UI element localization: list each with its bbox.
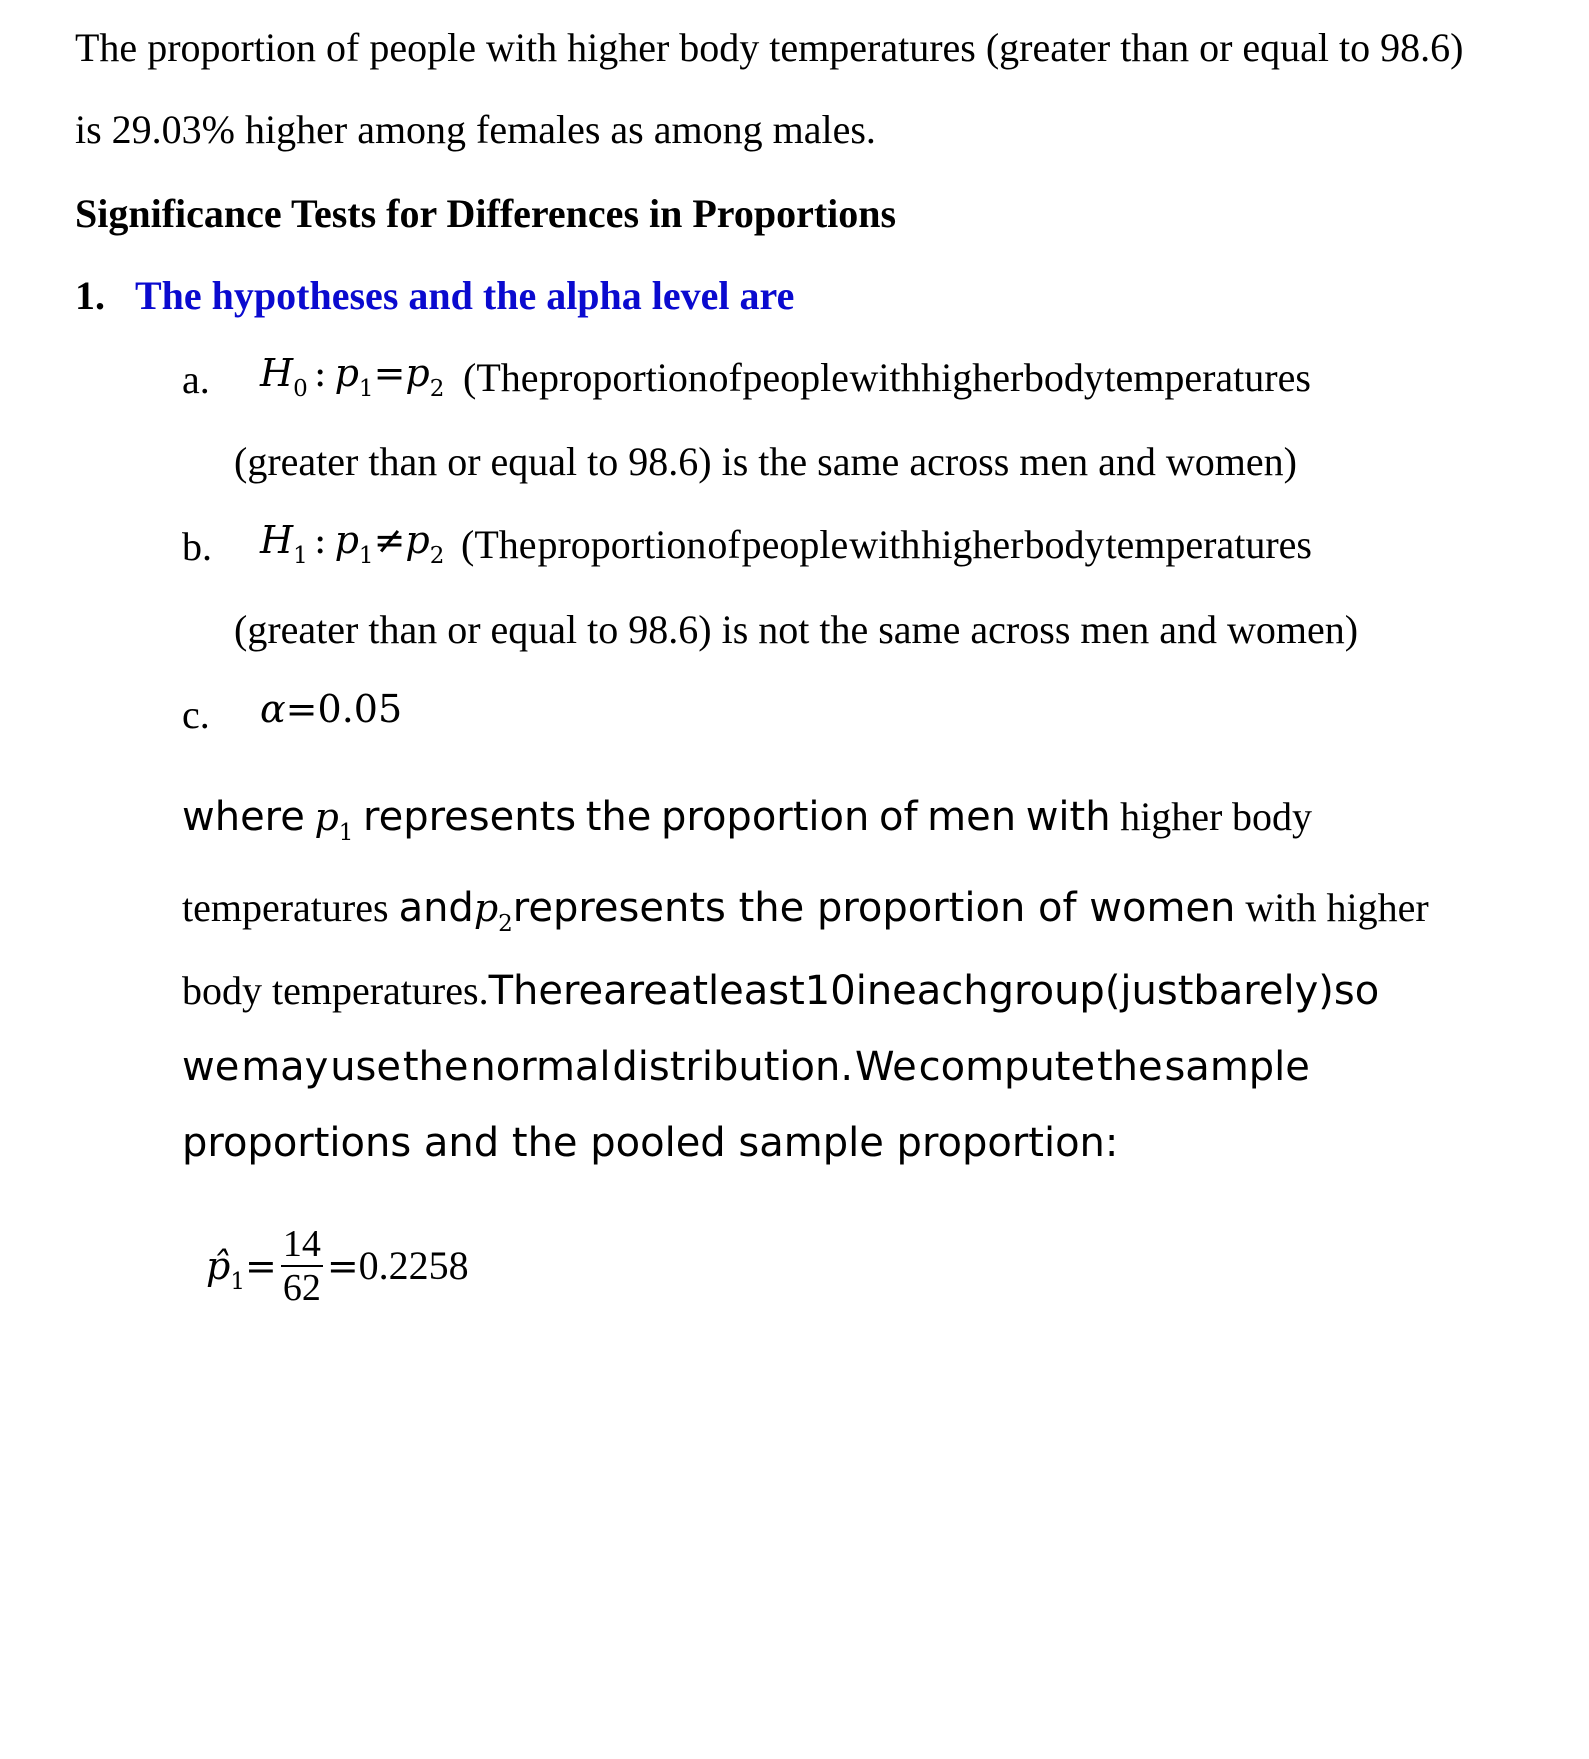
word: (The [463, 355, 539, 400]
hypothesis-a-text-line-2: (greater than or equal to 98.6) is the same across men and women) [234, 439, 1297, 484]
word: in [855, 968, 893, 1014]
word: represents [363, 794, 577, 840]
word: of [878, 794, 918, 840]
line-2-start [182, 885, 474, 931]
text: with higher [1245, 885, 1429, 930]
word: group [988, 968, 1105, 1014]
p1-inline [314, 795, 354, 846]
word: temperatures [1105, 522, 1312, 567]
word: may [241, 1044, 329, 1090]
word: temperatures [182, 885, 389, 930]
word: with [1025, 794, 1111, 840]
p2-inline [473, 886, 513, 937]
p1-subscript: 1 [358, 543, 374, 569]
word: (The [461, 522, 537, 567]
hypothesis-a-label: a. [182, 357, 210, 402]
p-symbol: p [314, 795, 339, 839]
p1-symbol: p [334, 518, 359, 562]
word: normal [470, 1044, 611, 1090]
word: higher [921, 355, 1024, 400]
word: body [1023, 355, 1104, 400]
where-line-2 [182, 885, 1429, 937]
word: we [182, 1044, 240, 1090]
h-symbol: H [260, 518, 294, 562]
p1-subscript: 1 [358, 376, 374, 402]
text: body temperatures. [182, 968, 489, 1013]
step-1-heading [75, 272, 794, 319]
alpha-symbol: α [260, 687, 286, 731]
word: where [182, 794, 305, 840]
step-title: The hypotheses and the alpha level are [135, 273, 795, 318]
word: higher [921, 522, 1024, 567]
line-2-end [512, 885, 1429, 931]
hypothesis-b-text-line-1 [461, 522, 1312, 567]
hypothesis-a-text-line-1 [463, 355, 1311, 400]
alpha-formula [260, 687, 403, 731]
word: with [849, 355, 921, 400]
section-heading: Significance Tests for Differences in Proportions [75, 191, 897, 236]
where-line-5: proportions and the pooled sample proportion: [182, 1120, 1119, 1166]
p2-subscript: 2 [429, 543, 445, 569]
sample-proportion-equation [206, 1225, 469, 1307]
word: higher [1120, 794, 1223, 839]
word: people [741, 522, 849, 567]
p-hat-symbol: p̂ [206, 1244, 231, 1288]
where-line-4 [182, 1044, 1310, 1090]
colon: : [313, 351, 327, 395]
hypothesis-b-text-line-2: (greater than or equal to 98.6) is not the same across men and women) [234, 607, 1359, 652]
word: barely) [1193, 968, 1334, 1014]
word: least [708, 968, 805, 1014]
h-subscript: 1 [293, 543, 308, 569]
intro-line-1: The proportion of people with higher body temperatures (greater than or equal to 98.6) [75, 25, 1464, 70]
word: sample [1164, 1044, 1310, 1090]
relation: ≠ [373, 518, 406, 562]
h-symbol: H [260, 351, 294, 395]
word: temperatures [1104, 355, 1311, 400]
word: 10 [804, 968, 856, 1014]
p2-symbol: p [405, 351, 430, 395]
p1-symbol: p [334, 351, 359, 395]
where-line-1 [182, 794, 1312, 846]
word: the [1096, 1044, 1163, 1090]
word: are [603, 968, 668, 1014]
alternative-hypothesis-formula [260, 518, 445, 569]
word: each [892, 968, 989, 1014]
word: body [1024, 522, 1105, 567]
word: body [1231, 794, 1312, 839]
equals: = [244, 1244, 277, 1288]
numerator: 14 [282, 1223, 321, 1265]
word: at [667, 968, 709, 1014]
word: with [849, 522, 921, 567]
p-symbol: p [473, 886, 499, 930]
p-subscript: 2 [498, 911, 513, 937]
p2-symbol: p [405, 518, 430, 562]
intro-line-2: is 29.03% higher among females as among males. [75, 107, 876, 152]
word: the [402, 1044, 469, 1090]
text: represents the proportion of women [512, 885, 1236, 931]
word: men [927, 794, 1017, 840]
null-hypothesis-formula [260, 351, 445, 402]
where-line-3 [182, 968, 1380, 1014]
p-subscript: 1 [338, 820, 354, 846]
denominator: 62 [282, 1267, 321, 1309]
colon: : [313, 518, 327, 562]
word: proportion [661, 794, 870, 840]
word: so [1333, 968, 1380, 1014]
word: use [330, 1044, 402, 1090]
result-value: 0.2258 [358, 1243, 469, 1288]
word: We [854, 1044, 917, 1090]
word: distribution. [612, 1044, 854, 1090]
alpha-label: c. [182, 692, 210, 737]
relation: = [373, 351, 406, 395]
word: the [585, 794, 652, 840]
word: compute [918, 1044, 1096, 1090]
equals: = [285, 687, 318, 731]
equals: = [326, 1244, 359, 1288]
step-number: 1. [75, 273, 105, 318]
alpha-value: 0.05 [317, 687, 403, 731]
word: proportion [539, 355, 708, 400]
word: people [742, 355, 849, 400]
h-subscript: 0 [293, 376, 308, 402]
word: (just [1104, 968, 1194, 1014]
word: and [398, 885, 474, 931]
hypothesis-b-label: b. [182, 524, 212, 569]
p2-subscript: 2 [429, 376, 445, 402]
word: of [707, 522, 741, 567]
word: proportion [537, 522, 707, 567]
word: There [488, 968, 604, 1014]
fraction [281, 1225, 323, 1307]
p-hat-1 [206, 1244, 245, 1295]
p-hat-subscript: 1 [230, 1269, 245, 1295]
word: of [708, 355, 742, 400]
